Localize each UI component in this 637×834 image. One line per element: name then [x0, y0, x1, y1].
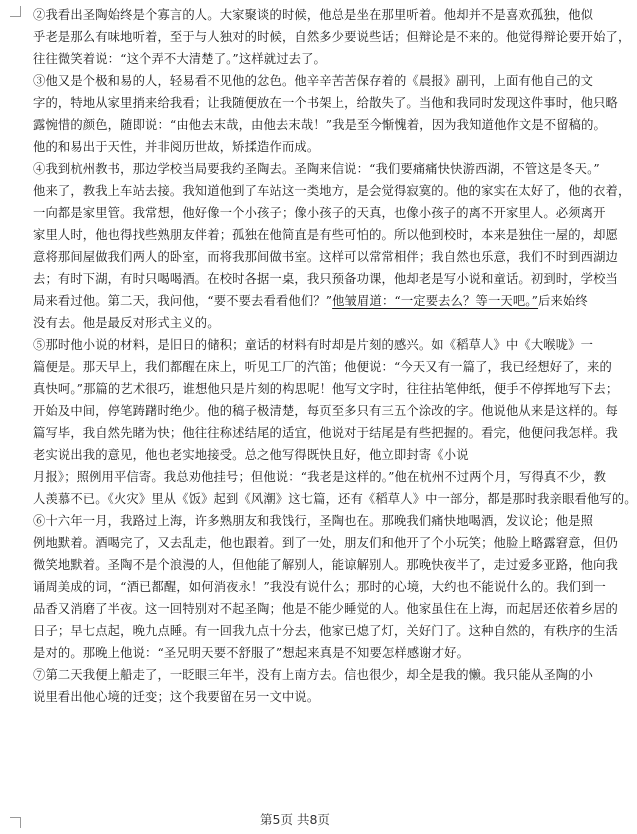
text-line: 去；有时下湖，有时只喝喝酒。在校时各据一桌，我只预备功课，他却老是写小说和童话。初到时，学校当	[33, 272, 619, 286]
text-line: 月报》；照例用平信寄。我总劝他挂号；但他说：“我老是这样的。”他在杭州不过两个月，写得真不少，教	[33, 470, 607, 484]
line-tail: 后来始终	[538, 294, 588, 308]
text-line: 露惋惜的颜色，随即说：“由他去末哉，由他去末哉！”我是至今惭愧着，因为我知道他作文是不留稿的。	[33, 118, 606, 132]
text-line: 往往微笑着说：“这个弄不大清楚了。”这样就过去了。	[33, 52, 327, 66]
text-line: 日子；早七点起，晚九点睡。有一回我九点十分去，他家已熄了灯，关好门了。这种自然的，有秩序的生活	[33, 624, 619, 638]
text-line: 篇写毕，我自然先睹为快；他往往称述结尾的适宜，他说对于结尾是有些把握的。看完，他便问我怎样。我	[33, 426, 619, 440]
text-line: 说里看出他心境的迁变；这个我要留在另一文中说。	[33, 690, 320, 704]
text-line: 是对的。那晚上他说：“圣兄明天要不舒服了”想起来真是不知要怎样感谢才好。	[33, 646, 470, 660]
text-line: 人羡慕不已。《火灾》里从《饭》起到《风潮》这七篇，还有《稻草人》中一部分，都是那时我亲眼看他写的。	[33, 492, 637, 506]
text-line: ②我看出圣陶始终是个寡言的人。大家聚谈的时候，他总是坐在那里听着。他却并不是喜欢孤独，他似	[33, 8, 594, 22]
text-line: 例地默着。酒喝完了，又去乱走，他也跟着。到了一处，朋友们和他开了个小玩笑；他脸上略露窘意，但仍	[33, 536, 619, 550]
text-line: 品香又消磨了半夜。这一回特别对不起圣陶；他是不能少睡觉的人。他家虽住在上海，而起居还依着乡居的	[33, 602, 619, 616]
text-line-with-underline	[33, 290, 588, 312]
text-line: 他来了，教我上车站去接。我知道他到了车站这一类地方，是会觉得寂寞的。他的家实在太好了，他的衣着，	[33, 184, 631, 198]
page-number-footer: 第5页 共8页	[260, 812, 330, 827]
text-line: 诵周美成的词，“酒已都醒，如何消夜永！”我没有说什么；那时的心境，大约也不能说什么的。我们到一	[33, 580, 606, 594]
text-line: 微笑地默着。圣陶不是个浪漫的人，但他能了解别人，能谅解别人。那晚快夜半了，走过爱多亚路，他向我	[33, 558, 619, 572]
text-line: 字的，特地从家里捎来给我看；让我随便放在一个书架上，给散失了。当他和我同时发现这件事时，他只略	[33, 96, 619, 110]
underlined-quote: 他皱眉道：“一定要去么？等一天吧。”	[332, 294, 539, 308]
text-line: ④我到杭州教书，那边学校当局要我约圣陶去。圣陶来信说：“我们要痛痛快快游西湖，不管这是冬天。”	[33, 162, 600, 176]
text-line: 老实说出我的意见，他也老实地接受。总之他写得既快且好，他立即封寄《小说	[33, 448, 469, 462]
text-line: 没有去。他是最反对形式主义的。	[33, 316, 220, 330]
text-line: 真快呵。”那篇的艺术很巧，谁想他只是片刻的构思呢！他写文字时，往往拈笔伸纸，便手不停挥地写下去；	[33, 382, 619, 396]
text-line: 开始及中间，停笔踌躇时绝少。他的稿子极清楚，每页至多只有三五个涂改的字。他说他从来是这样的。每	[33, 404, 619, 418]
page-corner-mark-top	[10, 6, 21, 17]
text-line: ⑥十六年一月，我路过上海，许多熟朋友和我饯行，圣陶也在。那晚我们痛快地喝酒，发议论；他是照	[33, 514, 594, 528]
text-line: ⑤那时他小说的材料，是旧日的储积；童话的材料有时却是片刻的感兴。如《稻草人》中《大喉咙》一	[33, 338, 594, 352]
line-text: 局来看过他。第二天，我问他，“要不要去看看他们？”	[33, 294, 333, 308]
text-line: ⑦第二天我便上船走了，一眨眼三年半，没有上南方去。信也很少，却全是我的懒。我只能从圣陶的小	[33, 668, 594, 682]
text-line: ③他又是个极和易的人，轻易看不见他的忿色。他辛辛苦苦保存着的《晨报》副刊，上面有他自己的文	[33, 74, 594, 88]
text-line: 意将那间屋做我们两人的卧室，而将我那间做书室。这样可以常常相伴；我自然也乐意，我们不时到西湖边	[33, 250, 619, 264]
text-line: 篇便是。那天早上，我们都醒在床上，听见工厂的汽笛；他便说：“今天又有一篇了，我已经想好了，来的	[33, 360, 612, 374]
text-line: 家里人时，他也得找些熟朋友伴着；孤独在他简直是有些可怕的。所以他到校时，本来是独住一屋的，却愿	[33, 228, 619, 242]
text-line: 乎老是那么有味地听着，至于与人独对的时候，自然多少要说些话；但辩论是不来的。他觉得辩论要开始了，	[33, 30, 631, 44]
text-line: 他的和易出于天性，并非阅历世故，矫揉造作而成。	[33, 140, 320, 154]
text-line: 一向都是家里管。我常想，他好像一个小孩子；像小孩子的天真，也像小孩子的离不开家里人。必须离开	[33, 206, 606, 220]
